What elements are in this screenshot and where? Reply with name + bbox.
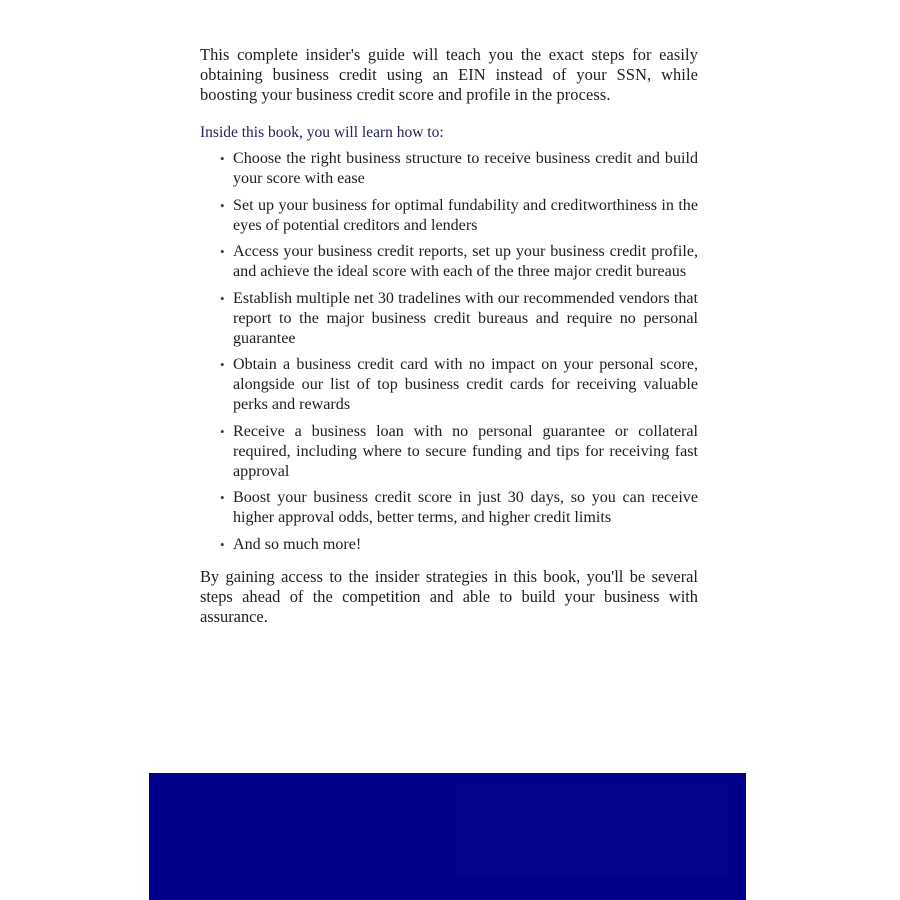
list-item (220, 196, 698, 236)
bullet-icon: • (220, 151, 225, 166)
bullet-icon: • (220, 423, 225, 439)
list-item-text: Establish multiple net 30 tradelines with our recommended vendors that report to the major business credit bureaus and require no personal guarantee (233, 289, 698, 347)
list-item (220, 149, 698, 189)
cover-panel-shade (457, 785, 727, 875)
bullet-icon: • (220, 244, 225, 259)
bullet-icon: • (220, 357, 225, 372)
closing-paragraph: By gaining access to the insider strategies in this book, you'll be several steps ahead of the competition and able to build your business with assurance. (200, 566, 698, 626)
list-item-text: Receive a business loan with no personal guarantee or collateral required, including where to secure funding and tips for receiving fast approval (233, 422, 698, 480)
bullet-icon: • (220, 536, 225, 552)
section-heading: Inside this book, you will learn how to: (200, 124, 444, 141)
list-item (220, 289, 698, 349)
list-item (220, 355, 698, 415)
list-item-text: Boost your business credit score in just 30 days, so you can receive higher approval odds, better terms, and higher credit limits (233, 489, 698, 526)
list-item-text: Access your business credit reports, set up your business credit profile, and achieve the ideal score with each of the three major credit bureaus (233, 243, 698, 280)
list-item-text: And so much more! (233, 535, 362, 553)
bullet-icon: • (220, 290, 225, 306)
bullet-icon: • (220, 490, 225, 505)
blue-cover-panel (149, 773, 746, 900)
list-item (220, 535, 698, 555)
intro-paragraph: This complete insider's guide will teach you the exact steps for easily obtaining business credit using an EIN instead of your SSN, while boosting your business credit score and profile in the process. (200, 45, 698, 104)
learning-points-list (200, 149, 698, 555)
list-item (220, 422, 698, 482)
list-item-text: Set up your business for optimal fundability and creditworthiness in the eyes of potential creditors and lenders (233, 196, 698, 234)
bullet-icon: • (220, 197, 225, 213)
list-item (220, 488, 698, 528)
list-item (220, 242, 698, 282)
list-item-text: Obtain a business credit card with no impact on your personal score, alongside our list of top business credit cards for receiving valuable perks and rewards (233, 356, 698, 413)
book-back-cover-text (200, 45, 698, 627)
list-item-text: Choose the right business structure to receive business credit and build your score with ease (233, 150, 698, 187)
